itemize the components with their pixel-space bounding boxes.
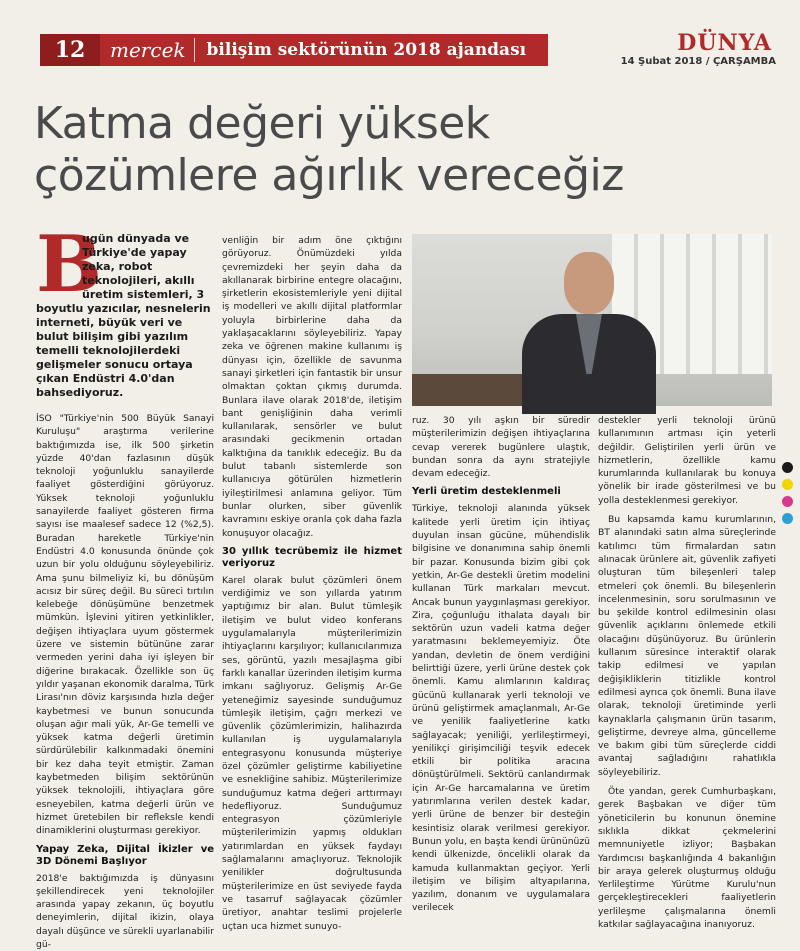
- column-4-paragraph-1: destekler yerli teknoloji ürünü kullanımının artması için yeterli değildir. Geliştirilen yerli ürün ve hizmetlerin, özellikle kamu kurumlarında kullanılarak bu konuya yönelik bir irade gösterilmesi ve bu yolla desteklenmesi gerekiyor.: [598, 414, 776, 507]
- page-number: 12: [40, 34, 100, 66]
- column-4-paragraph-3: Öte yandan, gerek Cumhurbaşkanı, gerek Başbakan ve diğer tüm yöneticilerin bu konunun önemine sıklıkla dikkat çekmelerini memnuniyetle izliyor; Başbakan Yardımcısı başkanlığında 4 bakanlığın bir araya gelerek oluşturmuş olduğu Yerlileştirme Yürütme Kurulu'nun gerçekleştirecekleri faaliyetlerin yerlileşme çalışmalarına önemli katkılar sağlayacağına inanıyoruz.: [598, 785, 776, 931]
- registration-dot-yellow: [782, 479, 793, 490]
- page-title: [34, 98, 624, 202]
- article-column-1: [36, 412, 214, 932]
- section-name: mercek: [100, 38, 195, 62]
- column-4-paragraph-2: Bu kapsamda kamu kurumlarının, BT alanındaki satın alma süreçlerinde katılımcı tüm firmalardan satın alınacak ürünlere ait, güvenlik zafiyeti oluşturan tüm bileşenleri talep etmeleri çok önemli. Bu bileşenlerin incelenmesinin, soru sorulmasının ve bu şekilde kontrol edilmesinin olası güvenlik açıklarını önlemede etkili olacağını düşünüyoruz. Bu ürünlerin kullanım süresince interaktif olarak takip edilmesi ve yapılan değişikliklerin titizlikle kontrol edilmesi ayrıca çok önemli. Buna ilave olarak, teknoloji üretiminde yerli kaynaklarla çalışmanın ürün tasarım, geliştirme, devreye alma, güncelleme ve bakım gibi tüm süreçlerde ciddi avantaj sağladığını rahatlıkla söyleyebiliriz.: [598, 513, 776, 779]
- subheading-tecrube: 30 yıllık tecrübemiz ile hizmet veriyoruz: [222, 546, 402, 570]
- headline-line-1: Katma değeri yüksek: [34, 98, 490, 149]
- subheading-yapay-zeka: Yapay Zeka, Dijital İkizler ve 3D Dönemi Başlıyor: [36, 844, 214, 868]
- section-header-bar: [40, 34, 548, 66]
- column-3-paragraph-2: Türkiye, teknoloji alanında yüksek kalitede yerli üretim için ihtiyaç duyulan insan gücüne, mühendislik bilgisine ve donanımına sahip önemli bir pazar. Konusunda bizim gibi çok yetkin, Ar-Ge destekli üretim modelini kullanan Türk markaları mevcut. Ancak bunun yaygınlaşması gerekiyor. Zira, çoğunluğu ithalata dayalı bir sektörün uzun vadeli katma değer yaratmasını beklemeyemiyiz. Öte yandan, devletin de önem verdiğini belirttiği üzere, yerli ürüne destek çok önemli. Kamu alımlarının kaldıraç gücünü kullanarak yerli teknoloji ve ürünü geliştirmek amaçlanmalı, Ar-Ge ve yenilik faaliyetlerine katkı sağlayacak; yeniliği, yerlileştirmeyi, yenilikçi girişimciliği teşvik edecek etkili bir politika aracına dönüştürülmeli. Sektörü canlandırmak için Ar-Ge harcamalarına ve üretim yatırımlarına verilen destek kadar, yerli ürüne de benzer bir desteğin kesintisiz olarak verilmesi gerekiyor. Bunun yolu, en başta kendi ürününüzü kendi ülkenizde, öncelikli olarak da kamuda kullanmaktan geçiyor. Yerli iletişim ve bilişim altyapılarına, yazılım, donanım ve uygulamalara verilecek: [412, 502, 590, 914]
- registration-dot-magenta: [782, 496, 793, 507]
- subheading-yerli-uretim: Yerli üretim desteklenmeli: [412, 486, 590, 498]
- registration-dot-black: [782, 462, 793, 473]
- lead-text: ugün dünyada ve Türkiye'de yapay zeka, robot teknolojileri, akıllı üretim sistemleri, 3 boyutlu yazıcılar, nesnelerin interneti, büyük veri ve bulut bilişim gibi yazılım temelli teknolojilerdeki gelişmeler sonucu ortaya çıkan Endüstri 4.0'dan bahsediyoruz.: [36, 232, 216, 400]
- column-1-paragraph-1: İSO "Türkiye'nin 500 Büyük Sanayi Kuruluşu" araştırma verilerine baktığımızda ise, ilk 500 şirketin yüzde 40'dan fazlasının düşük teknoloji yoğunluklu sanayilerde faaliyet gösterdiğini görüyoruz. Yüksek teknoloji yoğunluklu sanayilerde faaliyet gösteren firma sayısı ise maalesef sadece 12 (%2,5). Buradan hareketle Türkiye'nin Endüstri 4.0 konusunda önünde çok uzun bir yolu olduğunu söyleyebiliriz. Ama şunu bilmeliyiz ki, bu dönüşüm acısız bir süreç değil. Bu süreci tırtılın kelebeğe dönüşümüne benzetmek mümkün. İşlevini yitiren yetkinlikler, değişen ihtiyaçlara uyum göstermek üzere ve sistemin bütününe zarar vermeden yerini daha iyi işleyen bir diğerine bırakacak. Özellikle son üç yıldır yaşanan ekonomik daralma, Türk Lirası'nın döviz karşısında hızla değer kaybetmesi ve bunun sonucunda oluşan ağır mali yük, Ar-Ge temelli ve yüksek katma değerli üretimin sürdürülebilir kalkınmadaki önemini bir kez daha teyit etmiştir. Zaman kaybetmeden bilişim sektörünün yüksek teknolojili, ihtiyaçlara göre esneyebilen, katma değerli ürün ve hizmet üretebilen bir refleksle kendi dinamiklerini oluşturması gerekiyor.: [36, 412, 214, 838]
- column-2-paragraph-2: Karel olarak bulut çözümleri önem verdiğimiz ve son yıllarda yatırım yaptığımız bir alan. Bulut tümleşik iletişim ve bulut video konferans uygulamalarıyla müşterilerimizin ihtiyaçlarını karşılıyor; kullanıcılarımıza ses, görüntü, yazılı mesajlaşma gibi farklı kanallar üzerinden iletişim kurma imkanı sağlıyoruz. Gelişmiş Ar-Ge yeteneğimiz sayesinde sunduğumuz tümleşik iletişim, çağrı merkezi ve güvenlik çözümlerimizin, halihazırda kullanılan iş uygulamalarıyla entegrasyonu konusunda müşteriye özel çözümler geliştirme kabiliyetine ve esnekliğine sahibiz. Müşterilerimize sunduğumuz katma değeri arttırmayı hedefliyoruz. Sunduğumuz entegrasyon çözümleriyle müşterilerimizin yapmış oldukları yatırımlardan en yüksek faydayı sağlamalarını amaçlıyoruz. Teknolojik yenilikler doğrultusunda müşterilerimize en üst seviyede fayda ve tasarruf sağlayacak çözümler üretiyor, anahtar teslimi projelerle uçtan uca hizmet sunuyo-: [222, 574, 402, 933]
- column-2-paragraph-1: venliğin bir adım öne çıktığını görüyoruz. Önümüzdeki yılda çevremizdeki her şeyin daha da akıllanarak birbirine entegre olacağını, şirketlerin ekosistemleriyle yeni dijital iş modelleri ve akıllı dijital platformlar yoluyla birbirlerine daha da yaklaşacaklarını söyleyebiliriz. Yapay zeka ve öğrenen makine kullanımı iş dünyası için, özellikle de savunma sanayi şirketleri için fantastik bir unsur olmaktan çoktan çıkmış durumda. Bunlara ilave olarak 2018'de, iletişim bant genişliğinin daha verimli kullanılarak, sensörler ve bulut arasındaki gecikmenin ortadan kalktığına da tanıklık edeceğiz. Bu da bulut tabanlı sistemlerde son kullanıcıya götürülen hizmetlerin iyileştirilmesi anlamına geliyor. Tüm bunlar olurken, siber güvenlik kavramını eskiye oranla çok daha fazla konuşuyor olacağız.: [222, 234, 402, 540]
- drop-cap: B: [36, 234, 76, 296]
- article-column-3: [412, 414, 590, 932]
- lead-paragraph: [36, 232, 216, 400]
- article-column-4: [598, 414, 776, 932]
- photo-shelf: [412, 374, 522, 406]
- column-3-paragraph-1: ruz. 30 yılı aşkın bir süredir müşterilerimizin değişen ihtiyaçlarına cevap vererek bugünlere ulaştık, bundan sonra da aynı stratejiyle devam edeceğiz.: [412, 414, 590, 480]
- article-column-2: [222, 234, 402, 932]
- issue-date: 14 Şubat 2018 / ÇARŞAMBA: [621, 56, 776, 67]
- interviewee-photo: [412, 234, 772, 406]
- photo-person: [512, 244, 662, 406]
- print-registration-marks: [782, 462, 794, 530]
- newspaper-logo: DÜNYA: [677, 30, 772, 56]
- headline-line-2: çözümlere ağırlık vereceğiz: [34, 150, 624, 201]
- column-1-paragraph-2: 2018'e baktığımızda iş dünyasını şekillendirecek yeni teknolojiler arasında yapay zekanın, üç boyutlu deneyimlerin, dijital ikizin, olaya dayalı düşünce ve sürekli uyarlanabilir gü-: [36, 872, 214, 951]
- section-topic: bilişim sektörünün 2018 ajandası: [195, 40, 527, 60]
- registration-dot-cyan: [782, 513, 793, 524]
